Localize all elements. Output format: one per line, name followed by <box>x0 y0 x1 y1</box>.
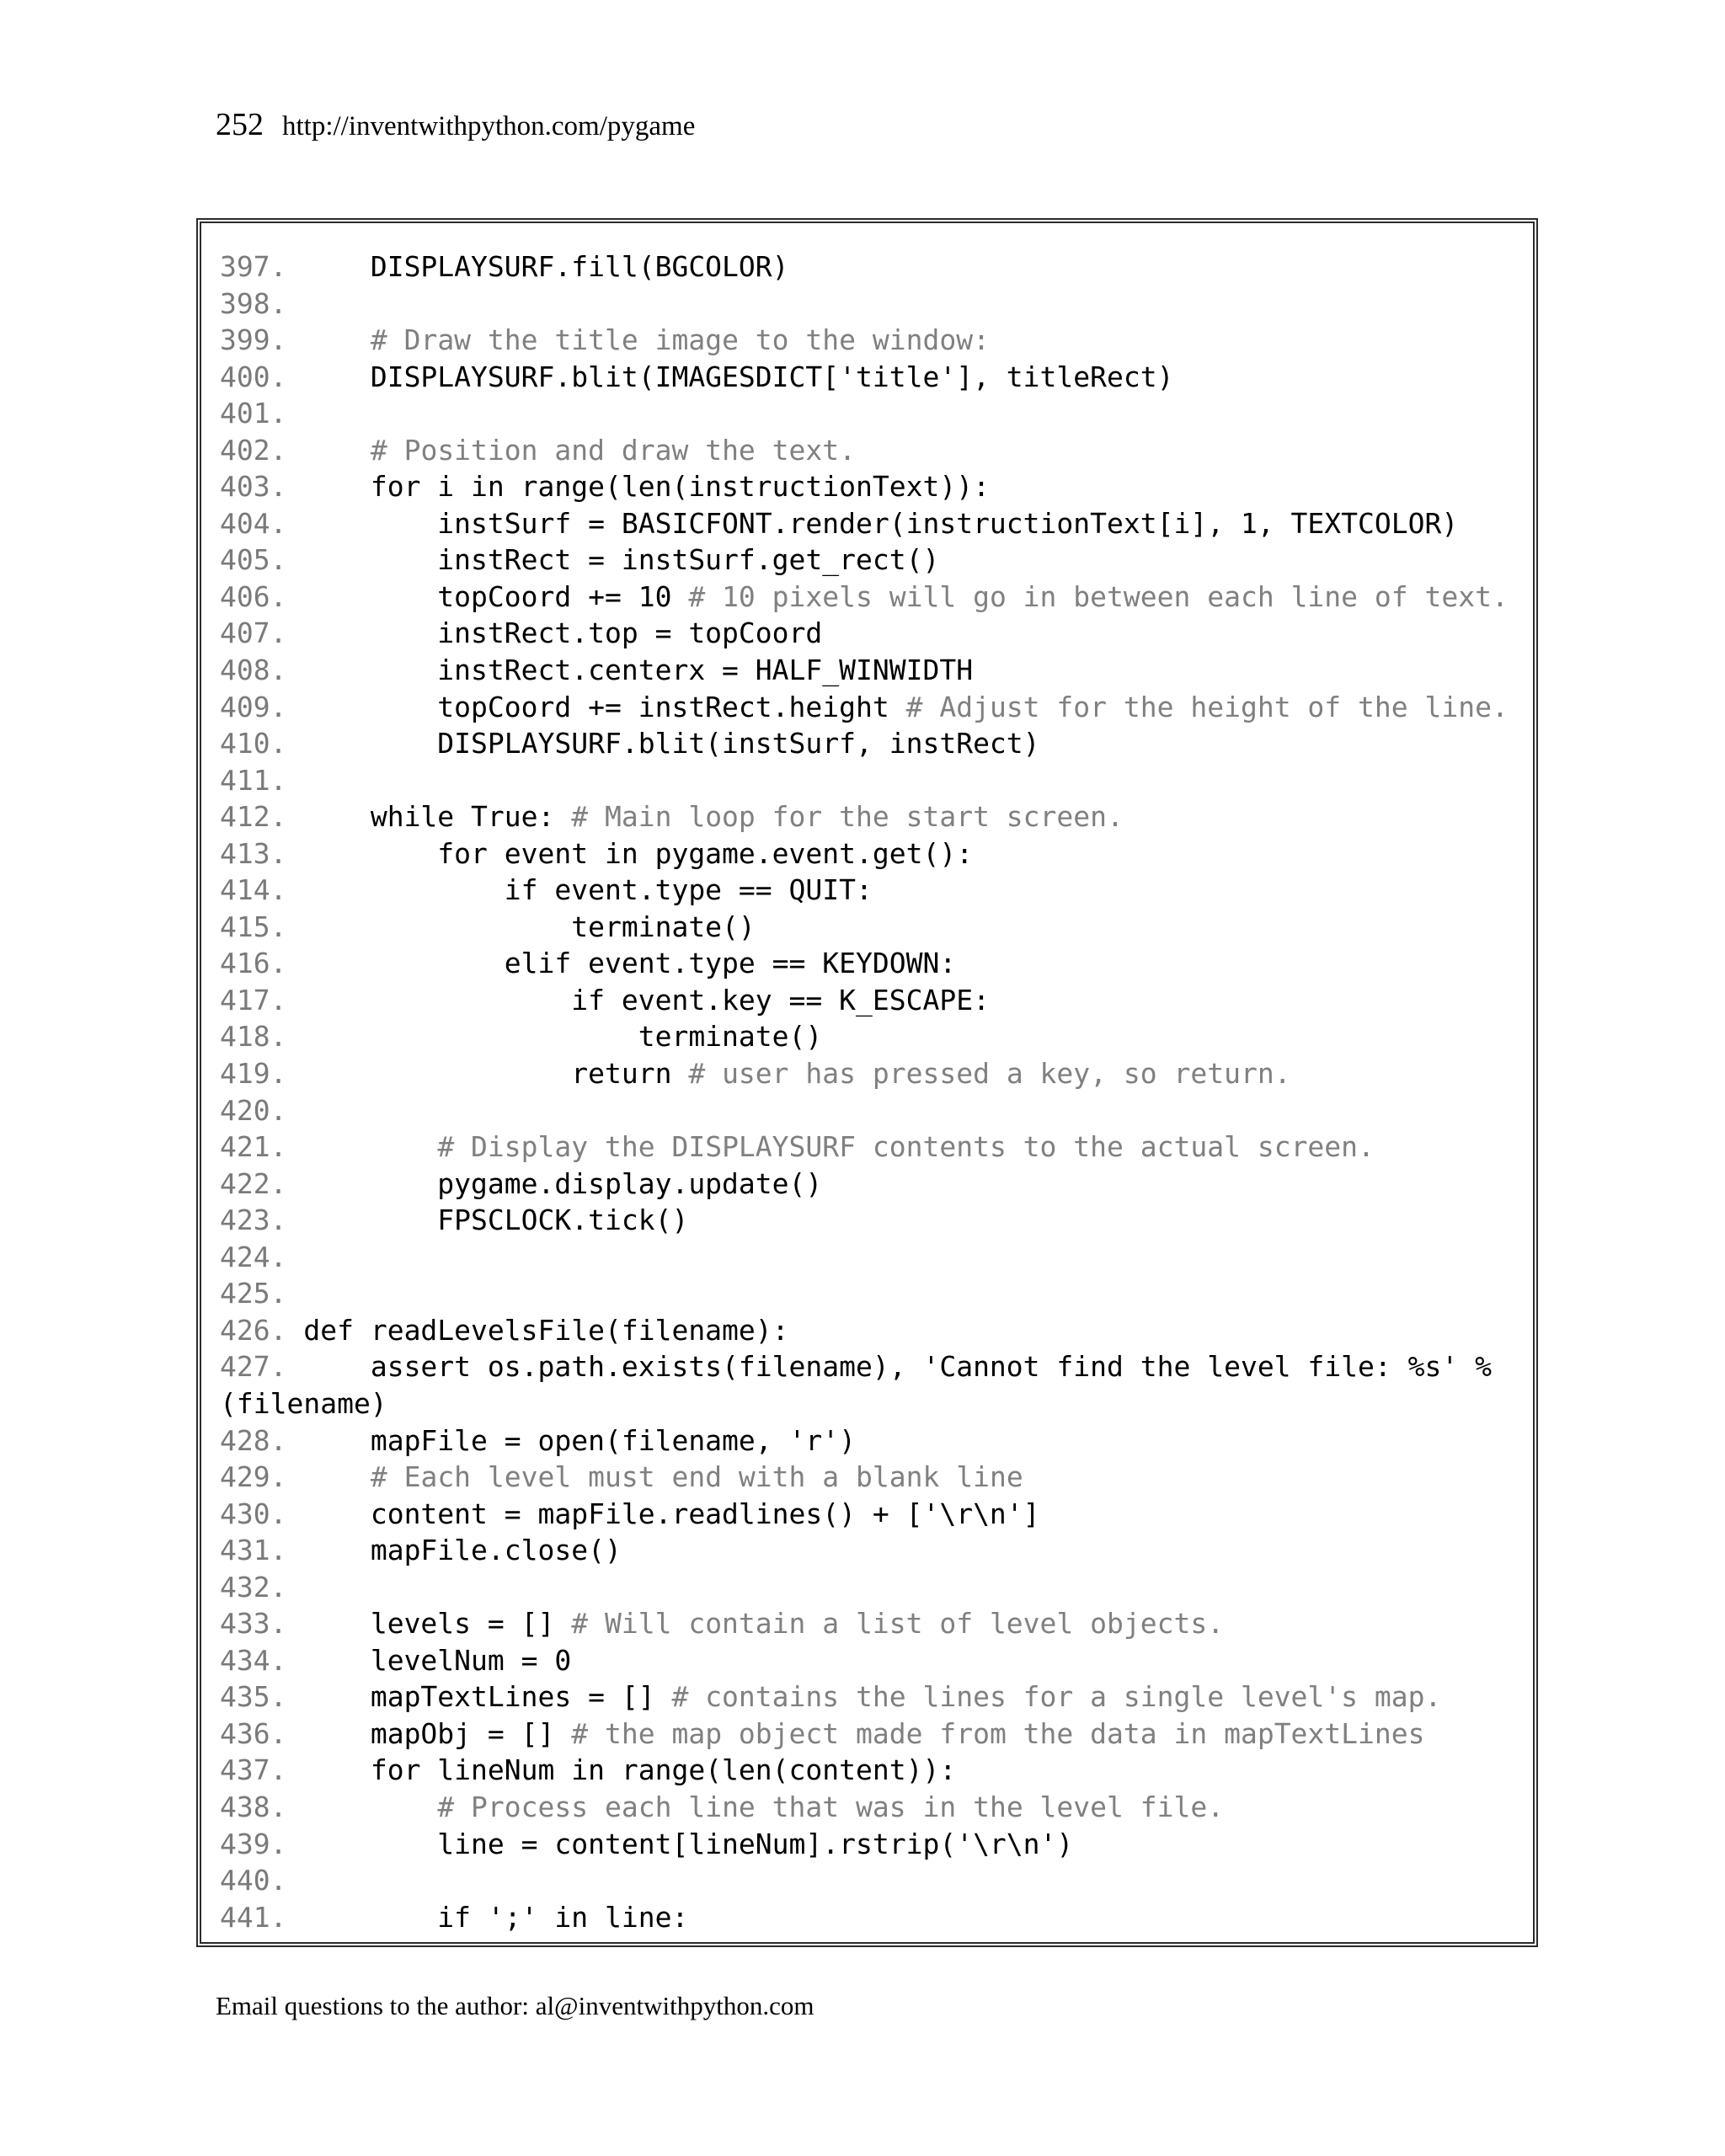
code-text: mapFile.close() <box>303 1534 622 1567</box>
line-number: 431. <box>220 1534 287 1567</box>
line-number: 397. <box>220 250 287 283</box>
code-text: instRect.top = topCoord <box>303 616 823 650</box>
line-number: 412. <box>220 800 287 834</box>
code-line <box>220 725 1525 762</box>
code-line <box>220 945 1525 982</box>
code-text: mapObj = [] <box>303 1716 572 1750</box>
line-number: 410. <box>220 727 287 760</box>
line-number: 434. <box>220 1643 287 1677</box>
code-line <box>220 395 1525 432</box>
code-line <box>220 1092 1525 1129</box>
code-line <box>220 286 1525 323</box>
code-text: for lineNum in range(len(content)): <box>303 1753 957 1787</box>
page-number: 252 <box>216 107 264 142</box>
code-text: mapTextLines = [] <box>303 1680 672 1714</box>
code-line <box>220 359 1525 396</box>
line-number: 402. <box>220 433 287 467</box>
code-line <box>220 652 1525 689</box>
code-line <box>220 542 1525 579</box>
code-line <box>220 1275 1525 1312</box>
line-number: 420. <box>220 1093 287 1127</box>
code-text: elif event.type == KEYDOWN: <box>303 947 957 980</box>
code-line <box>220 1348 1525 1385</box>
code-text: DISPLAYSURF.blit(IMAGESDICT['title'], titleRect) <box>303 360 1174 393</box>
code-text: mapFile = open(filename, 'r') <box>303 1423 856 1457</box>
code-line <box>220 1605 1525 1642</box>
code-line <box>220 689 1525 726</box>
line-number: 405. <box>220 543 287 577</box>
line-number: 425. <box>220 1277 287 1310</box>
page-footer: Email questions to the author: al@inventwithpython.com <box>216 1991 814 2020</box>
code-line <box>220 248 1525 286</box>
code-line <box>220 505 1525 542</box>
code-text: DISPLAYSURF.blit(instSurf, instRect) <box>303 727 1040 760</box>
code-text: instSurf = BASICFONT.render(instructionText[i], 1, TEXTCOLOR) <box>303 506 1459 540</box>
line-number: 404. <box>220 506 287 540</box>
line-number: 413. <box>220 836 287 870</box>
line-number: 417. <box>220 983 287 1017</box>
code-comment: # Will contain a list of level objects. <box>571 1607 1225 1641</box>
code-text: levels = [] <box>303 1607 572 1641</box>
code-comment: # Each level must end with a blank line <box>370 1460 1023 1494</box>
code-text: (filename) <box>220 1386 387 1420</box>
line-number: 430. <box>220 1497 287 1530</box>
code-line <box>220 1018 1525 1055</box>
code-line <box>220 798 1525 835</box>
code-comment: # Process each line that was in the level file. <box>437 1790 1225 1823</box>
code-line <box>220 835 1525 873</box>
code-line <box>220 1826 1525 1863</box>
line-number: 408. <box>220 654 287 687</box>
code-line <box>220 432 1525 469</box>
code-comment: # Adjust for the height of the line. <box>905 690 1509 723</box>
code-comment: # 10 pixels will go in between each line of text. <box>688 579 1509 613</box>
code-comment: # Draw the title image to the window: <box>370 323 990 357</box>
code-lines <box>220 248 1525 1935</box>
code-line <box>220 1459 1525 1496</box>
line-number: 426. <box>220 1313 287 1347</box>
code-line <box>220 1532 1525 1569</box>
code-text <box>303 1130 437 1163</box>
line-number: 416. <box>220 947 287 980</box>
code-line <box>220 872 1525 909</box>
code-text: for event in pygame.event.get(): <box>303 836 974 870</box>
line-number: 427. <box>220 1350 287 1384</box>
code-line <box>220 1789 1525 1826</box>
code-line <box>220 468 1525 505</box>
line-number: 399. <box>220 323 287 357</box>
line-number: 411. <box>220 763 287 797</box>
code-line <box>220 1678 1525 1716</box>
code-comment: # contains the lines for a single level's map. <box>671 1680 1442 1714</box>
line-number: 419. <box>220 1057 287 1091</box>
code-line <box>220 1716 1525 1753</box>
code-text <box>303 1790 437 1823</box>
code-comment: # Position and draw the text. <box>370 433 857 467</box>
code-text: topCoord += 10 <box>303 579 689 613</box>
code-text: terminate() <box>303 910 756 943</box>
code-line <box>220 909 1525 946</box>
code-comment: # user has pressed a key, so return. <box>688 1057 1291 1091</box>
code-line <box>220 1899 1525 1936</box>
line-number: 403. <box>220 470 287 504</box>
code-text: levelNum = 0 <box>303 1643 572 1677</box>
line-number: 415. <box>220 910 287 943</box>
code-line <box>220 1202 1525 1239</box>
code-text: DISPLAYSURF.fill(BGCOLOR) <box>303 250 789 283</box>
code-text: return <box>303 1057 689 1091</box>
code-line <box>220 1129 1525 1166</box>
code-comment: # Display the DISPLAYSURF contents to the actual screen. <box>437 1130 1375 1164</box>
code-line <box>220 1569 1525 1606</box>
page-header <box>216 108 695 143</box>
code-line <box>220 762 1525 799</box>
line-number: 438. <box>220 1790 287 1823</box>
code-line <box>220 1642 1525 1679</box>
line-number: 418. <box>220 1020 287 1054</box>
code-line <box>220 1385 1525 1422</box>
line-number: 401. <box>220 397 287 430</box>
line-number: 436. <box>220 1716 287 1750</box>
line-number: 441. <box>220 1900 287 1934</box>
code-text: instRect = instSurf.get_rect() <box>303 543 940 577</box>
code-line <box>220 322 1525 359</box>
line-number: 409. <box>220 690 287 723</box>
code-text: assert os.path.exists(filename), 'Cannot find the level file: %s' % <box>303 1350 1492 1384</box>
line-number: 398. <box>220 286 287 320</box>
line-number: 422. <box>220 1166 287 1200</box>
code-text: instRect.centerx = HALF_WINWIDTH <box>303 654 974 687</box>
code-line <box>220 1752 1525 1789</box>
code-text: terminate() <box>303 1020 823 1054</box>
code-text: while True: <box>303 800 572 834</box>
code-text: def readLevelsFile(filename): <box>303 1313 789 1347</box>
line-number: 440. <box>220 1864 287 1897</box>
code-line <box>220 1496 1525 1533</box>
code-line <box>220 615 1525 652</box>
line-number: 407. <box>220 616 287 650</box>
code-text: content = mapFile.readlines() + ['\r\n'] <box>303 1497 1040 1530</box>
line-number: 423. <box>220 1203 287 1237</box>
code-line <box>220 1166 1525 1203</box>
code-text <box>303 323 370 356</box>
code-listing-box <box>196 218 1538 1947</box>
line-number: 432. <box>220 1570 287 1604</box>
line-number: 421. <box>220 1130 287 1164</box>
line-number: 439. <box>220 1827 287 1860</box>
code-text: if ';' in line: <box>303 1900 689 1934</box>
code-line <box>220 1422 1525 1460</box>
code-comment: # the map object made from the data in mapTextLines <box>571 1716 1425 1750</box>
code-text: for i in range(len(instructionText)): <box>303 470 990 504</box>
line-number: 424. <box>220 1240 287 1273</box>
code-text <box>303 1460 370 1493</box>
code-text <box>303 434 370 467</box>
code-text: FPSCLOCK.tick() <box>303 1203 689 1237</box>
line-number: 433. <box>220 1607 287 1641</box>
line-number: 406. <box>220 579 287 613</box>
header-url: http://inventwithpython.com/pygame <box>282 111 696 141</box>
code-line <box>220 1862 1525 1899</box>
line-number: 428. <box>220 1423 287 1457</box>
line-number: 414. <box>220 873 287 907</box>
code-text: if event.type == QUIT: <box>303 873 873 907</box>
code-line <box>220 579 1525 616</box>
line-number: 437. <box>220 1753 287 1787</box>
code-line <box>220 1239 1525 1276</box>
code-line <box>220 982 1525 1019</box>
line-number: 435. <box>220 1680 287 1714</box>
code-line <box>220 1312 1525 1349</box>
line-number: 429. <box>220 1460 287 1494</box>
code-text: topCoord += instRect.height <box>303 690 906 723</box>
code-text: pygame.display.update() <box>303 1166 823 1200</box>
code-text: line = content[lineNum].rstrip('\r\n') <box>303 1827 1074 1860</box>
code-text: if event.key == K_ESCAPE: <box>303 983 990 1017</box>
line-number: 400. <box>220 360 287 393</box>
code-line <box>220 1055 1525 1092</box>
code-comment: # Main loop for the start screen. <box>571 800 1124 834</box>
